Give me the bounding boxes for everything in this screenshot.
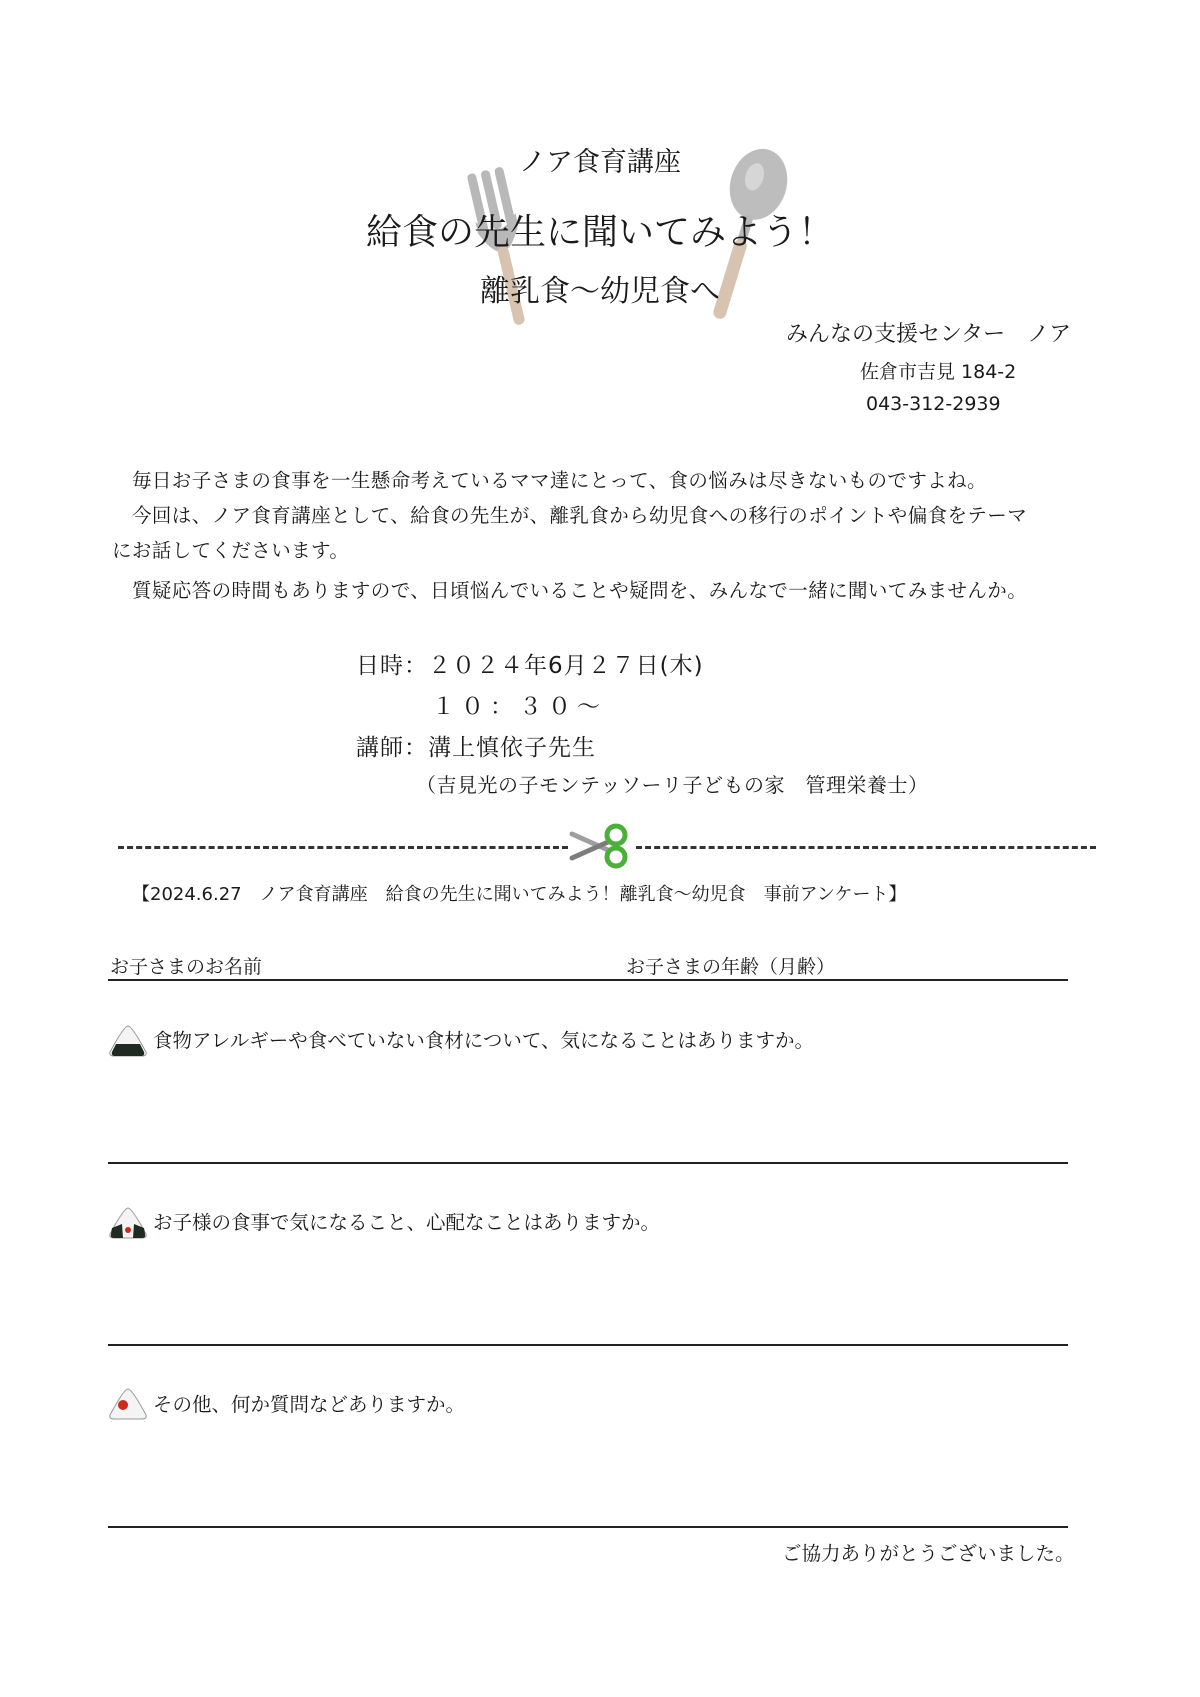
thanks-message: ご協力ありがとうございました。 (782, 1542, 1075, 1565)
child-age-label: お子さまの年齢（月齢） (626, 956, 836, 978)
intro-line: 毎日お子さまの食事を一生懸命考えているママ達にとって、食の悩みは尽きないものですよね。 (132, 469, 987, 492)
intro-line: 質疑応答の時間もありますので、日頃悩んでいることや疑問を、みんなで一緒に聞いてみませんか。 (132, 579, 1028, 602)
organization-name: みんなの支援センター ノア (786, 322, 1072, 347)
survey-title: 【2024.6.27 ノア食育講座 給食の先生に聞いてみよう！離乳食～幼児食 事前アンケート】 (132, 884, 907, 905)
organization-phone: 043-312-2939 (866, 393, 1001, 415)
question-other-answer-line[interactable] (108, 1526, 1068, 1528)
onigiri-icon (108, 1387, 148, 1421)
question-meal-concerns-answer-line[interactable] (108, 1344, 1068, 1346)
course-name: ノア食育講座 (519, 147, 681, 178)
page-subtitle: 離乳食～幼児食へ (480, 274, 720, 309)
onigiri-icon (108, 1206, 148, 1240)
event-date: 日時：２０２４年6月２７日(木) (356, 653, 704, 679)
event-lecturer: 講師：溝上慎依子先生 (356, 735, 596, 761)
cut-line-right (636, 846, 1096, 849)
name-age-answer-line[interactable] (108, 979, 1068, 981)
event-time: １０：３０～ (432, 694, 606, 720)
question-meal-concerns: お子様の食事で気になること、心配なことはありますか。 (153, 1211, 661, 1234)
question-other: その他、何か質問などありますか。 (153, 1393, 466, 1416)
page-title: 給食の先生に聞いてみよう！ (365, 212, 834, 253)
intro-line: にお話してくださいます。 (112, 539, 350, 562)
lecturer-affiliation: （吉見光の子モンテッソーリ子どもの家 管理栄養士） (416, 773, 929, 797)
onigiri-icon (108, 1024, 148, 1058)
intro-line: 今回は、ノア食育講座として、給食の先生が、離乳食から幼児食への移行のポイントや偏食をテーマ (132, 504, 1028, 527)
organization-address: 佐倉市吉見 184-2 (860, 361, 1017, 383)
child-name-label: お子さまのお名前 (110, 956, 263, 978)
question-allergy: 食物アレルギーや食べていない食材について、気になることはありますか。 (153, 1029, 814, 1052)
question-allergy-answer-line[interactable] (108, 1162, 1068, 1164)
scissors-icon (568, 822, 634, 870)
cut-line-left (118, 846, 568, 849)
